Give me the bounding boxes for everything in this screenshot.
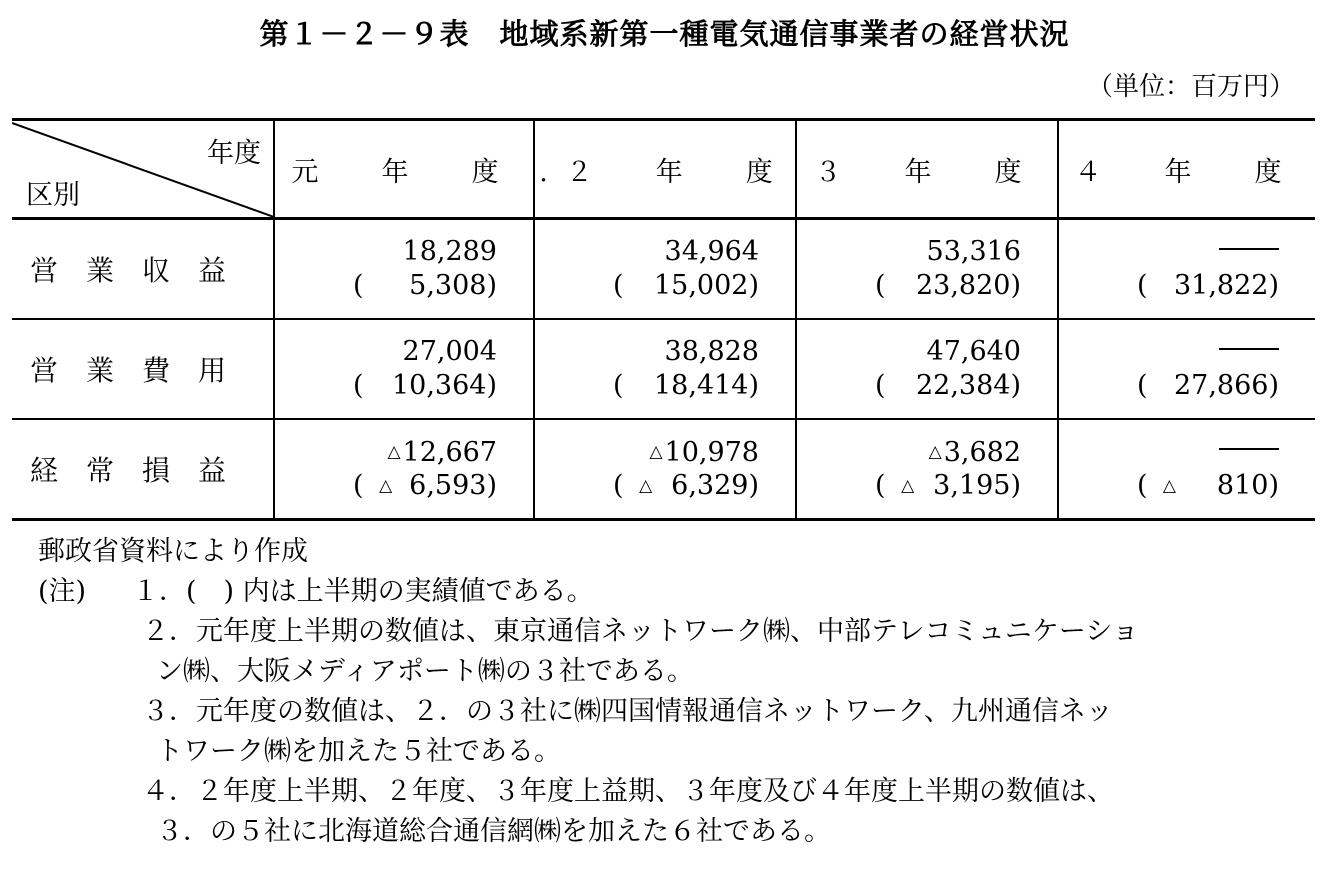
value-cell bbox=[534, 419, 796, 520]
annual-number: 10,978 bbox=[664, 437, 759, 468]
note-item-3-cont: トワーク㈱を加えた５社である。 bbox=[156, 736, 561, 767]
row-label: 営業費用 bbox=[12, 319, 274, 419]
note-item-1: １．( ) 内は上半期の実績値である。 bbox=[132, 576, 594, 607]
half-year-value bbox=[379, 470, 497, 502]
half-year-number: 6,329) bbox=[671, 470, 759, 501]
management-status-table bbox=[12, 118, 1315, 521]
annual-number: 34,964 bbox=[664, 236, 759, 267]
note-line bbox=[38, 572, 1139, 612]
half-year-value bbox=[1162, 470, 1279, 502]
table-row bbox=[12, 419, 1315, 520]
half-year-number: 23,820) bbox=[915, 270, 1021, 301]
open-paren: ( bbox=[1137, 470, 1148, 501]
note-item-3: ３．元年度の数値は、２．の３社に㈱四国情報通信ネットワーク、九州通信ネッ bbox=[142, 696, 1113, 727]
value-cell bbox=[274, 419, 534, 520]
annual-number: 53,316 bbox=[926, 236, 1021, 267]
note-item-4-cont: ３．の５社に北海道総合通信網㈱を加えた６社である。 bbox=[156, 816, 831, 847]
header-row bbox=[12, 120, 1315, 219]
negative-mark-icon: △ bbox=[901, 476, 915, 496]
corner-header bbox=[12, 120, 274, 219]
unit-label: （単位：百万円） bbox=[1086, 72, 1295, 102]
half-year-number: 22,384) bbox=[915, 370, 1021, 401]
annual-value bbox=[403, 336, 497, 368]
open-paren: ( bbox=[875, 470, 886, 501]
page-title: 第１－２－９表 地域系新第一種電気通信事業者の経営状況 bbox=[259, 17, 1070, 51]
annual-value bbox=[929, 436, 1021, 469]
source-note: 郵政省資料により作成 bbox=[38, 536, 308, 567]
corner-category-label: 区別 bbox=[26, 180, 80, 211]
note-item-2: ２．元年度上半期の数値は、東京通信ネットワーク㈱、中部テレコミュニケーショ bbox=[142, 616, 1139, 647]
open-paren: ( bbox=[613, 470, 624, 501]
half-year-value bbox=[409, 270, 497, 302]
annual-value bbox=[665, 336, 759, 368]
annual-number: 38,828 bbox=[664, 336, 759, 367]
row-label: 経常損益 bbox=[12, 419, 274, 520]
half-year-value bbox=[639, 470, 759, 502]
half-year-number: 6,593) bbox=[409, 470, 497, 501]
negative-mark-icon: △ bbox=[649, 442, 663, 462]
value-cell bbox=[534, 319, 796, 419]
half-year-number: 18,414) bbox=[653, 370, 759, 401]
value-cell bbox=[796, 319, 1058, 419]
value-cell bbox=[1058, 219, 1315, 320]
half-year-number: 810) bbox=[1216, 470, 1279, 501]
open-paren: ( bbox=[1137, 370, 1148, 401]
half-year-value bbox=[916, 270, 1021, 302]
row-label: 営業収益 bbox=[12, 219, 274, 320]
half-year-value bbox=[916, 370, 1021, 402]
annual-value bbox=[927, 236, 1021, 268]
no-data-dash bbox=[1219, 348, 1279, 350]
value-cell bbox=[274, 319, 534, 419]
year-header: 元 年 度 bbox=[274, 120, 534, 219]
value-cell bbox=[1058, 319, 1315, 419]
open-paren: ( bbox=[353, 370, 364, 401]
annual-value bbox=[1219, 336, 1279, 368]
note-item-2-cont: ン㈱、大阪メディアポート㈱の３社である。 bbox=[156, 656, 694, 687]
open-paren: ( bbox=[353, 270, 364, 301]
table-row bbox=[12, 319, 1315, 419]
no-data-dash bbox=[1219, 248, 1279, 250]
value-cell bbox=[796, 419, 1058, 520]
annual-number: 18,289 bbox=[402, 236, 497, 267]
annual-value bbox=[403, 236, 497, 268]
annual-number: 3,682 bbox=[943, 437, 1021, 468]
annual-number: 12,667 bbox=[402, 437, 497, 468]
year-header: .２ 年 度 bbox=[534, 120, 796, 219]
notes-section bbox=[38, 532, 1139, 852]
annual-value bbox=[649, 436, 759, 469]
negative-mark-icon: △ bbox=[387, 442, 401, 462]
half-year-value bbox=[1174, 370, 1279, 402]
open-paren: ( bbox=[875, 270, 886, 301]
table-row bbox=[12, 219, 1315, 320]
corner-year-label: 年度 bbox=[207, 138, 261, 169]
annual-value bbox=[387, 436, 497, 469]
half-year-number: 10,364) bbox=[391, 370, 497, 401]
annual-number: 27,004 bbox=[402, 336, 497, 367]
note-head: (注) bbox=[38, 576, 87, 607]
negative-mark-icon: △ bbox=[1162, 476, 1176, 496]
open-paren: ( bbox=[353, 470, 364, 501]
half-year-number: 3,195) bbox=[933, 470, 1021, 501]
half-year-value bbox=[1174, 270, 1279, 302]
half-year-value bbox=[654, 370, 759, 402]
negative-mark-icon: △ bbox=[379, 476, 393, 496]
no-data-dash bbox=[1219, 448, 1279, 450]
year-header: ４ 年 度 bbox=[1058, 120, 1315, 219]
value-cell bbox=[1058, 419, 1315, 520]
half-year-value bbox=[654, 270, 759, 302]
half-year-number: 5,308) bbox=[409, 270, 497, 301]
open-paren: ( bbox=[613, 370, 624, 401]
value-cell bbox=[534, 219, 796, 320]
open-paren: ( bbox=[1137, 270, 1148, 301]
half-year-value bbox=[901, 470, 1021, 502]
annual-value bbox=[665, 236, 759, 268]
negative-mark-icon: △ bbox=[639, 476, 653, 496]
half-year-value bbox=[392, 370, 497, 402]
half-year-number: 15,002) bbox=[653, 270, 759, 301]
year-header: ３ 年 度 bbox=[796, 120, 1058, 219]
half-year-number: 31,822) bbox=[1173, 270, 1279, 301]
value-cell bbox=[274, 219, 534, 320]
open-paren: ( bbox=[613, 270, 624, 301]
annual-value bbox=[927, 336, 1021, 368]
half-year-number: 27,866) bbox=[1173, 370, 1279, 401]
annual-value bbox=[1219, 236, 1279, 268]
note-item-4: ４．２年度上半期、２年度、３年度上益期、３年度及び４年度上半期の数値は、 bbox=[142, 776, 1114, 807]
negative-mark-icon: △ bbox=[928, 442, 942, 462]
annual-number: 47,640 bbox=[926, 336, 1021, 367]
annual-value bbox=[1219, 436, 1279, 468]
value-cell bbox=[796, 219, 1058, 320]
open-paren: ( bbox=[875, 370, 886, 401]
